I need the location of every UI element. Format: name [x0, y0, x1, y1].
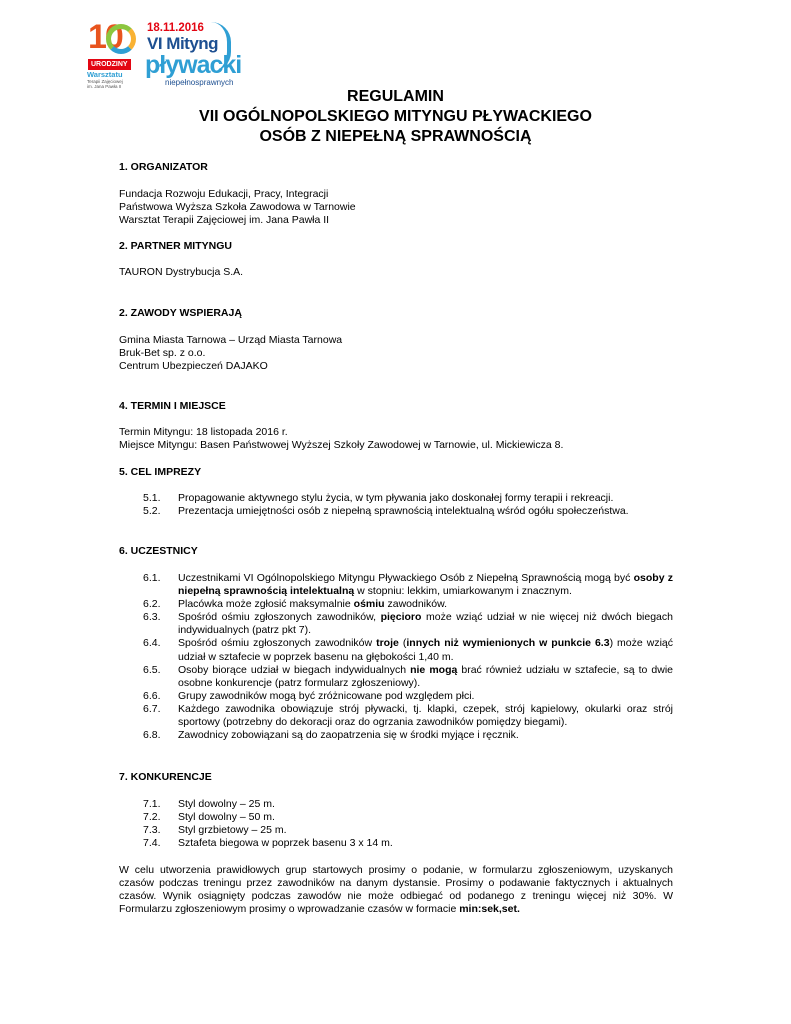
closing-paragraph: W celu utworzenia prawidłowych grup startowych prosimy o podanie, w formularzu zgłoszeniowym, uzyskanych czasów podczas treningu przez zawodników na danym dystansie. Prosimy o podawanie faktycznych i aktualnych czasów. Wynik osiągnięty podczas zawodów nie może odbiegać od podanego z treningu więcej niż 30%. W Formularzu zgłoszeniowym prosimy o wprowadzanie czasów w formacie min:sek,set. — [119, 864, 673, 915]
partner-line: TAURON Dystrybucja S.A. — [119, 266, 244, 278]
logo-subtitle: niepełnosprawnych — [165, 78, 234, 87]
list-item: 5.2. Prezentacja umiejętności osób z niepełną sprawnością intelektualną wśród ogółu społeczeństwa. — [143, 505, 629, 518]
logo-badge: URODZINY — [88, 59, 131, 70]
logo-ring-icon — [106, 24, 136, 54]
doc-title-line1: REGULAMIN — [347, 88, 444, 105]
list-item: 7.3. Styl grzbietowy – 25 m. — [143, 824, 287, 837]
list-item: 6.8. Zawodnicy zobowiązani są do zaopatrzenia się w środki myjące i ręcznik. — [143, 729, 519, 742]
logo-swim: pływacki — [145, 51, 242, 79]
section-heading-date-place: 4. TERMIN I MIEJSCE — [119, 400, 226, 412]
section-heading-goal: 5. CEL IMPREZY — [119, 466, 202, 478]
section-heading-events: 7. KONKURENCJE — [119, 771, 212, 783]
list-item: 6.2. Placówka może zgłosić maksymalnie ośmiu zawodników. — [143, 598, 448, 611]
list-item: 6.7. Każdego zawodnika obowiązuje strój pływacki, tj. klapki, czepek, strój kąpielowy, okularki oraz strój sportowy (potrzebny do dekoracji oraz do ogrzania zawodników pomiędzy biegami). — [143, 702, 673, 729]
supporter-line: Centrum Ubezpieczeń DAJAKO — [119, 360, 268, 372]
list-item: 7.4. Sztafeta biegowa w poprzek basenu 3 x 14 m. — [143, 837, 393, 850]
supporter-line: Gmina Miasta Tarnowa – Urząd Miasta Tarnowa — [119, 334, 343, 346]
section-heading-participants: 6. UCZESTNICY — [119, 545, 198, 557]
date-line: Termin Mityngu: 18 listopada 2016 r. — [119, 426, 288, 438]
logo-meeting: VI Mityng — [147, 34, 219, 53]
list-item: 7.2. Styl dowolny – 50 m. — [143, 811, 275, 824]
organizer-line: Państwowa Wyższa Szkoła Zawodowa w Tarnowie — [119, 201, 356, 213]
list-item: 6.3. Spośród ośmiu zgłoszonych zawodników, pięcioro może wziąć udział w nie więcej niż dwóch biegach indywidualnych (patrz pkt 7). — [143, 611, 673, 637]
list-item: 6.1. Uczestnikami VI Ogólnopolskiego Mityngu Pływackiego Osób z Niepełną Sprawnością mogą być osoby z niepełną sprawnością intelektualną w stopniu: lekkim, umiarkowanym i znacznym. — [143, 572, 673, 598]
list-item: 6.5. Osoby biorące udział w biegach indywidualnych nie mogą brać również udziału w sztafecie, są to dwie osobne konkurencje (patrz formularz zgłoszeniowy). — [143, 663, 673, 689]
place-line: Miejsce Mityngu: Basen Państwowej Wyższej Szkoły Zawodowej w Tarnowie, ul. Mickiewicza 8. — [119, 439, 564, 451]
logo-workshop: Warsztatu Terapii Zajęciowej im. Jana Pawła II — [87, 70, 123, 89]
events-list — [143, 798, 673, 850]
section-heading-supporters: 2. ZAWODY WSPIERAJĄ — [119, 307, 242, 319]
participants-list — [143, 572, 673, 742]
logo-number: 10 — [88, 18, 122, 56]
doc-title-line2: VII OGÓLNOPOLSKIEGO MITYNGU PŁYWACKIEGO — [199, 108, 592, 125]
list-item: 6.4. Spośród ośmiu zgłoszonych zawodników troje (innych niż wymienionych w punkcie 6.3) może wziąć udział w sztafecie w poprzek basenu na głębokości 1,40 m. — [143, 637, 673, 663]
time-format: min:sek,set. — [459, 903, 520, 915]
supporter-line: Bruk-Bet sp. z o.o. — [119, 347, 206, 359]
section-heading-partner: 2. PARTNER MITYNGU — [119, 240, 232, 252]
section-heading-organizer: 1. ORGANIZATOR — [119, 161, 208, 173]
list-item: 7.1. Styl dowolny – 25 m. — [143, 798, 275, 810]
logo-date: 18.11.2016 — [147, 22, 204, 34]
organizer-line: Fundacja Rozwoju Edukacji, Pracy, Integracji — [119, 188, 329, 200]
doc-title-line3: OSÓB Z NIEPEŁNĄ SPRAWNOŚCIĄ — [259, 128, 532, 145]
list-item: 6.6. Grupy zawodników mogą być zróżnicowane pod względem płci. — [143, 689, 475, 702]
organizer-line: Warsztat Terapii Zajęciowej im. Jana Pawła II — [119, 214, 330, 226]
list-item: 5.1. Propagowanie aktywnego stylu życia, w tym pływania jako doskonałej formy terapii i rekreacji. — [143, 492, 614, 504]
goal-list — [143, 492, 673, 518]
